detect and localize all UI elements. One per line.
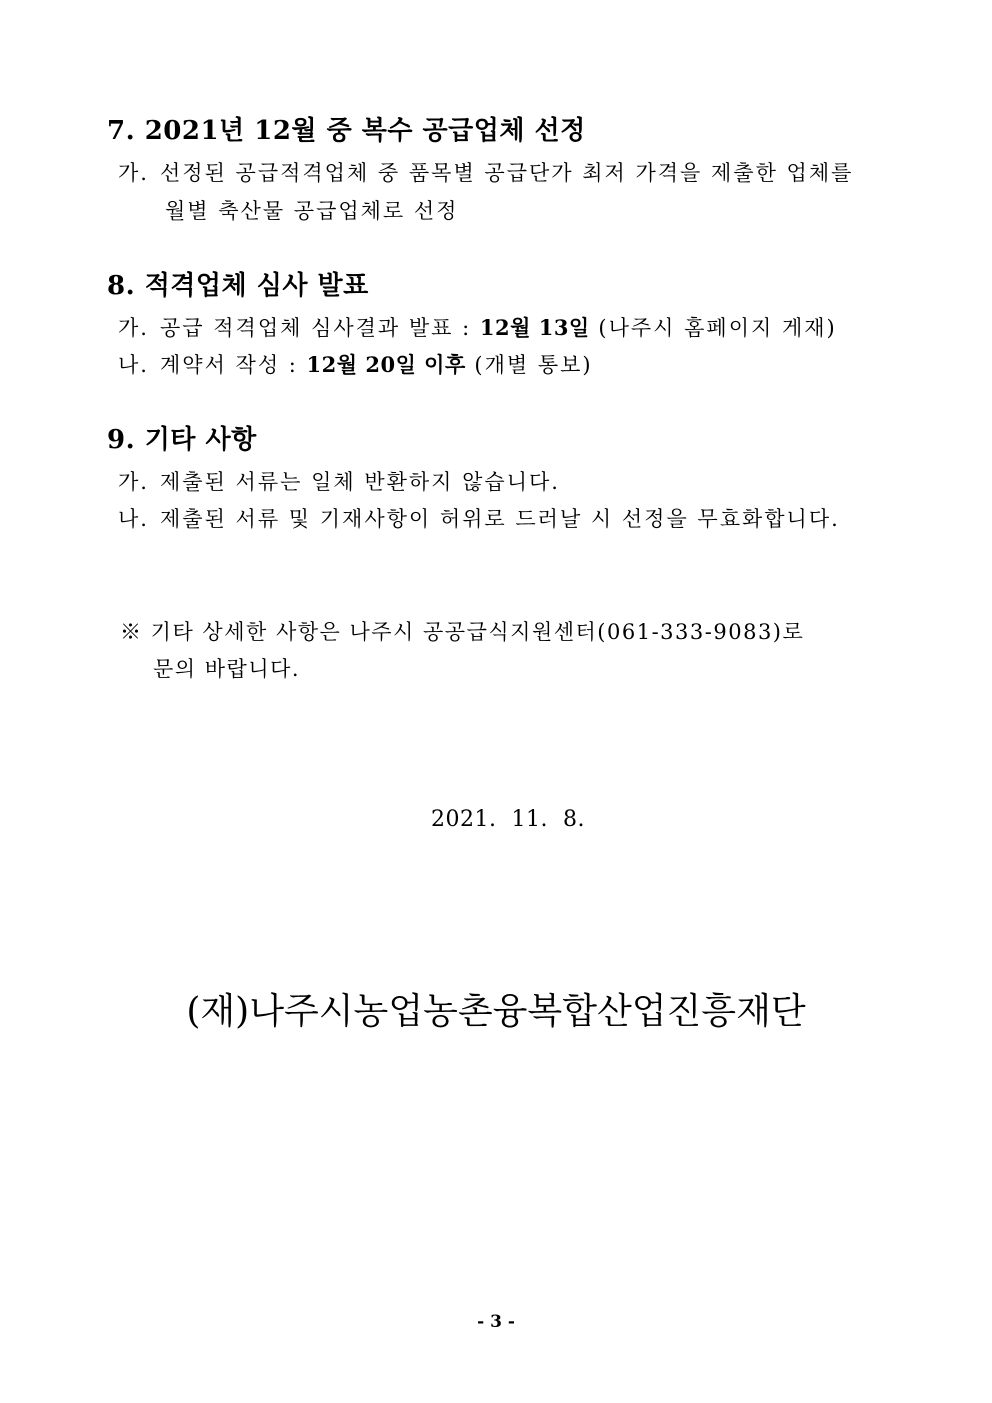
section-7-heading: 7. 2021년 12월 중 복수 공급업체 선정 [107, 116, 586, 146]
section-8-item-ga [118, 315, 837, 341]
section-8-heading: 8. 적격업체 심사 발표 [107, 271, 369, 301]
item-text: 선정된 공급적격업체 중 품목별 공급단가 최저 가격을 제출한 업체를 [160, 161, 854, 185]
item-marker: 가. [118, 161, 149, 185]
contract-date: 12월 20일 이후 [306, 352, 466, 377]
item-text-suffix: (나주시 홈페이지 게재) [589, 316, 837, 340]
item-text-prefix: 공급 적격업체 심사결과 발표 : [160, 316, 480, 340]
item-text-suffix: (개별 통보) [465, 353, 593, 377]
document-date: 2021. 11. 8. [431, 807, 585, 832]
section-7-item-ga-continuation: 월별 축산물 공급업체로 선정 [165, 199, 459, 223]
section-8-item-na [118, 352, 593, 378]
organization-name: (재)나주시농업농촌융복합산업진흥재단 [186, 991, 806, 1032]
item-text: 제출된 서류 및 기재사항이 허위로 드러날 시 선정을 무효화합니다. [160, 507, 840, 531]
item-marker: 가. [118, 470, 149, 494]
contact-note: ※ 기타 상세한 사항은 나주시 공공급식지원센터(061-333-9083)로 [120, 620, 805, 644]
section-9-item-ga [118, 469, 560, 495]
announcement-date: 12월 13일 [479, 315, 590, 340]
page-number: - 3 - [477, 1312, 515, 1332]
contact-note-continuation: 문의 바랍니다. [153, 657, 301, 681]
item-marker: 나. [118, 507, 149, 531]
item-text: 제출된 서류는 일체 반환하지 않습니다. [160, 470, 560, 494]
item-marker: 나. [118, 353, 149, 377]
section-7-item-ga [118, 160, 853, 186]
section-9-item-na [118, 506, 840, 532]
section-9-heading: 9. 기타 사항 [107, 425, 257, 455]
item-marker: 가. [118, 316, 149, 340]
item-text-prefix: 계약서 작성 : [160, 353, 307, 377]
